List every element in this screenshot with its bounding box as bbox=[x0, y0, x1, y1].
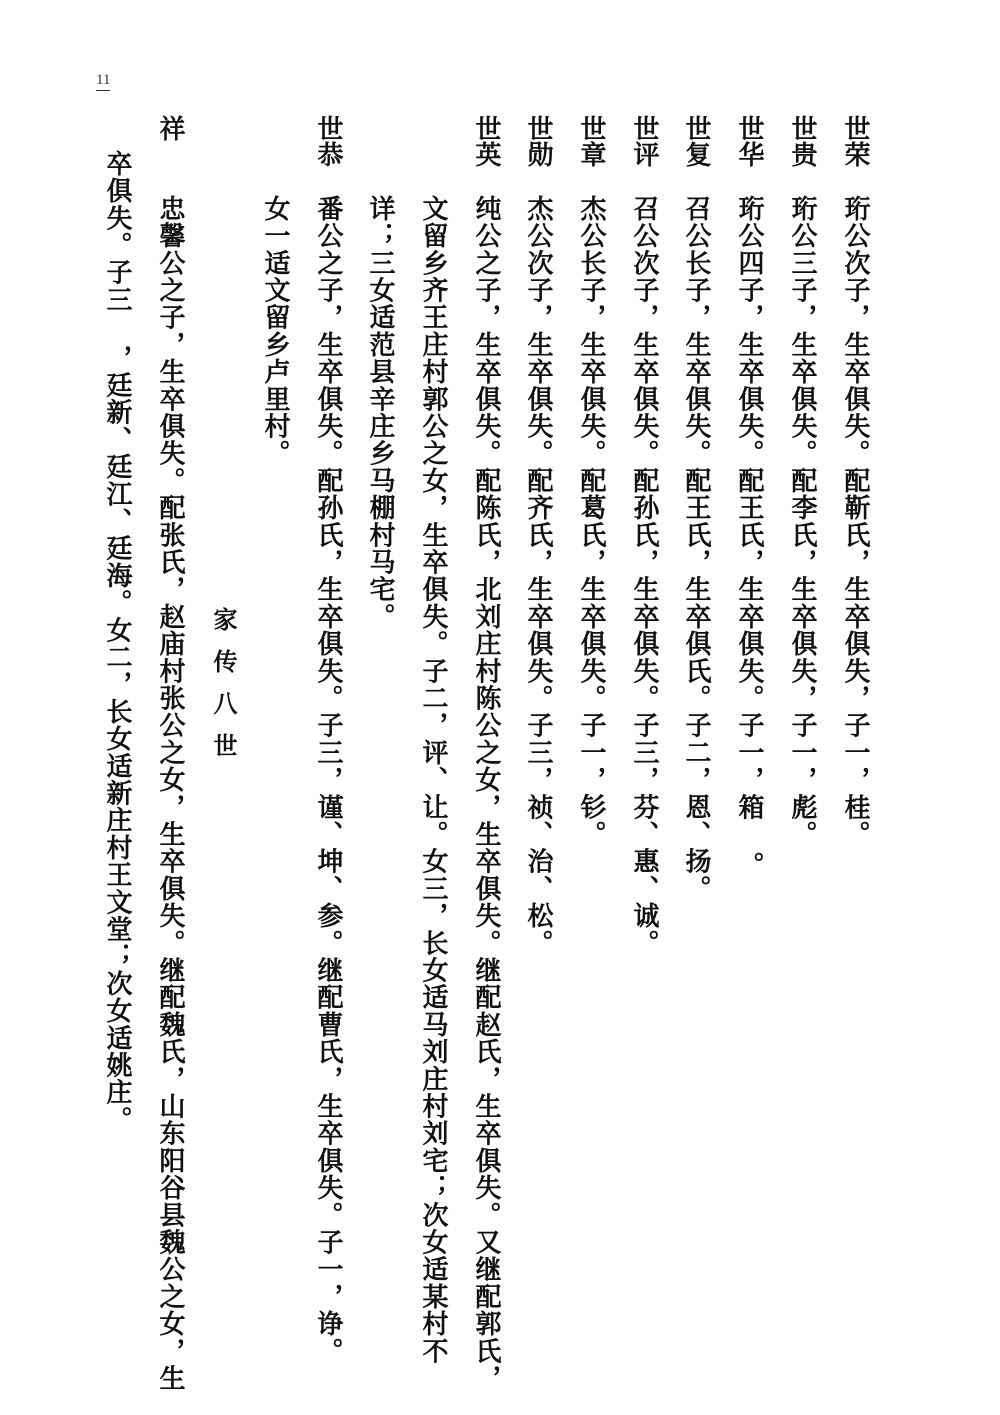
entry-text: 召公次子，生卒俱失。配孙氏，生卒俱失。子三，芬、惠、诚。 bbox=[629, 195, 659, 957]
entry-name: 世英 bbox=[471, 115, 501, 167]
entry-name: 世章 bbox=[576, 115, 606, 167]
entry-text: 杰公长子，生卒俱失。配葛氏，生卒俱失。子一，钐。 bbox=[576, 195, 606, 848]
entry-name: 祥 bbox=[155, 115, 185, 141]
entry-text: 杰公次子，生卒俱失。配齐氏，生卒俱失。子三，祯、治、松。 bbox=[523, 195, 553, 957]
entry-text: 番公之子，生卒俱失。配孙氏，生卒俱失。子三，谨、坤、参。继配曹氏，生卒俱失。子一，诤。 bbox=[313, 195, 343, 1365]
entry-text: 珩公三子，生卒俱失。配李氏，生卒俱失，子一，彪。 bbox=[787, 195, 817, 848]
entry-name: 世贵 bbox=[787, 115, 817, 167]
entry-text: 召公长子，生卒俱失。配王氏，生卒俱氏。子二，恩、扬。 bbox=[681, 195, 711, 903]
entry-text: 珩公次子，生卒俱失。配靳氏，生卒俱失，子一，桂。 bbox=[840, 195, 870, 848]
entry-name: 世评 bbox=[629, 115, 659, 167]
entry-name: 世勋 bbox=[523, 115, 553, 167]
entry-name: 世荣 bbox=[840, 115, 870, 167]
entry-text-continuation: 女一适文留乡卢里村。 bbox=[260, 195, 290, 467]
entry-text: 忠馨公之子，生卒俱失。配张氏，赵庙村张公之女，生卒俱失。继配魏氏，山东阳谷县魏公之女，生 bbox=[155, 195, 185, 1392]
entry-text-continuation: 卒俱失。子三 ，廷新、廷江、廷海。女二，长女适新庄村王文堂；次女适姚庄。 bbox=[102, 150, 132, 1134]
entry-text: 纯公之子，生卒俱失。配陈氏，北刘庄村陈公之女，生卒俱失。继配赵氏，生卒俱失。又继配郭氏， bbox=[471, 195, 501, 1392]
entry-text-continuation: 文留乡齐王庄村郭公之女，生卒俱失。子二，评、让。女三，长女适马刘庄村刘宅；次女适某村不 bbox=[418, 195, 448, 1365]
entry-text: 珩公四子，生卒俱失。配王氏，生卒俱失。子一，箱 。 bbox=[734, 195, 764, 879]
entry-text-continuation: 详；三女适范县辛庄乡马棚村马宅。 bbox=[365, 195, 395, 631]
entry-name: 世恭 bbox=[313, 115, 343, 167]
page-number: 11 bbox=[96, 72, 110, 91]
entry-name: 世华 bbox=[734, 115, 764, 167]
entry-name: 世复 bbox=[681, 115, 711, 167]
section-heading: 家传八世 bbox=[209, 607, 238, 775]
